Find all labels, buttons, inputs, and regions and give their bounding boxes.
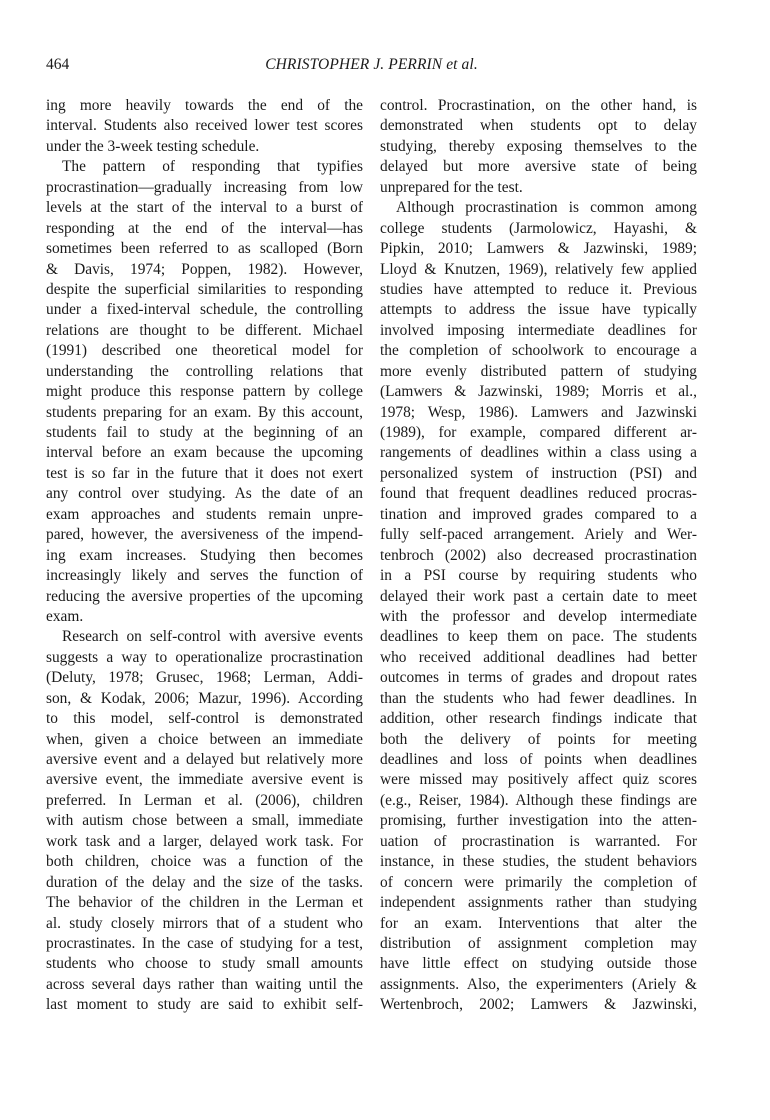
text-line: test is so far in the future that it does not exert bbox=[46, 464, 363, 482]
text-line: Research on self-control with aversive events bbox=[62, 628, 363, 646]
text-line: under a fixed-interval schedule, the controlling bbox=[46, 301, 363, 319]
text-line: (Deluty, 1978; Grusec, 1968; Lerman, Addi- bbox=[46, 669, 363, 687]
text-line: with the professor and develop intermediate bbox=[380, 607, 697, 625]
text-line: might produce this response pattern by college bbox=[46, 383, 363, 401]
text-line: The behavior of the children in the Lerman et bbox=[46, 894, 363, 912]
text-line: addition, other research findings indicate that bbox=[380, 710, 697, 728]
right-column bbox=[380, 96, 697, 1016]
text-line: son, & Kodak, 2006; Mazur, 1996). According bbox=[46, 689, 363, 707]
text-line: than the students who had fewer deadlines. In bbox=[380, 689, 697, 707]
running-title: CHRISTOPHER J. PERRIN et al. bbox=[265, 56, 478, 73]
text-line: students fail to study at the beginning of an bbox=[46, 424, 363, 441]
text-line: (1991) described one theoretical model for bbox=[46, 342, 363, 360]
text-line: (1989), for example, compared different ar- bbox=[380, 424, 697, 441]
text-line: studying, thereby exposing themselves to the bbox=[380, 137, 697, 155]
text-line: personalized system of instruction (PSI) and bbox=[380, 464, 697, 482]
text-line: found that frequent deadlines reduced procras- bbox=[380, 485, 697, 503]
text-line: deadlines to keep them on pace. The students bbox=[380, 628, 697, 646]
text-line: both the delivery of points for meeting bbox=[380, 730, 697, 748]
text-line: suggests a way to operationalize procrastination bbox=[46, 648, 363, 666]
text-line: pared, however, the aversiveness of the impend- bbox=[46, 526, 363, 544]
text-line: students preparing for an exam. By this account, bbox=[46, 403, 363, 421]
text-line: procrastination—gradually increasing from low bbox=[46, 178, 363, 196]
text-line: distribution of assignment completion may bbox=[380, 934, 697, 952]
text-line: uation of procrastination is warranted. For bbox=[380, 832, 697, 850]
text-line: last moment to study are said to exhibit self- bbox=[46, 996, 363, 1014]
text-line: 1978; Wesp, 1986). Lamwers and Jazwinski bbox=[380, 403, 697, 421]
text-line: al. study closely mirrors that of a student who bbox=[46, 914, 363, 932]
text-line: The pattern of responding that typifies bbox=[62, 158, 363, 176]
text-line: delayed their work past a certain date to meet bbox=[380, 587, 697, 605]
text-line: interval before an exam because the upcoming bbox=[46, 444, 363, 462]
text-line: & Davis, 1974; Poppen, 1982). However, bbox=[46, 260, 363, 278]
text-line: have little effect on studying outside those bbox=[380, 955, 697, 973]
text-line: attempts to address the issue have typically bbox=[380, 301, 697, 319]
text-line: Although procrastination is common among bbox=[396, 199, 697, 217]
text-line: of concern were primarily the completion of bbox=[380, 873, 697, 891]
text-line: with autism chose between a small, immediate bbox=[46, 812, 363, 830]
text-line: procrastinates. In the case of studying for a test, bbox=[46, 934, 363, 952]
text-line: responding at the end of the interval—has bbox=[46, 219, 363, 237]
text-line: both children, choice was a function of the bbox=[46, 853, 363, 871]
text-line: Wertenbroch, 2002; Lamwers & Jazwinski, bbox=[380, 996, 697, 1014]
text-line: control. Procrastination, on the other hand, is bbox=[380, 97, 697, 114]
text-line: independent assignments rather than studying bbox=[380, 894, 697, 912]
text-line: studies have attempted to reduce it. Previous bbox=[380, 280, 697, 298]
text-line: rangements of deadlines within a class using a bbox=[380, 444, 697, 462]
text-line: tenbroch (2002) also decreased procrastination bbox=[380, 546, 697, 564]
text-line: students who choose to study small amounts bbox=[46, 955, 363, 973]
text-line: fully self-paced arrangement. Ariely and Wer- bbox=[380, 526, 697, 544]
text-line: (e.g., Reiser, 1984). Although these findings are bbox=[380, 791, 697, 809]
text-line: unprepared for the test. bbox=[380, 178, 523, 196]
text-line: relations are thought to be different. Michael bbox=[46, 321, 363, 339]
left-column bbox=[46, 96, 363, 1016]
text-line: Lloyd & Knutzen, 1969), relatively few applied bbox=[380, 260, 697, 278]
text-line: more evenly distributed pattern of studying bbox=[380, 362, 697, 380]
text-line: involved imposing intermediate deadlines for bbox=[380, 321, 697, 339]
text-line: work task and a larger, delayed work task. For bbox=[46, 832, 363, 850]
text-line: instance, in these studies, the student behaviors bbox=[380, 853, 697, 871]
text-line: preferred. In Lerman et al. (2006), children bbox=[46, 791, 363, 809]
text-line: increasingly likely and serves the function of bbox=[46, 567, 363, 585]
text-line: for an exam. Interventions that alter the bbox=[380, 914, 697, 932]
text-line: sometimes been referred to as scalloped (Born bbox=[46, 240, 363, 258]
text-line: (Lamwers & Jazwinski, 1989; Morris et al., bbox=[380, 383, 697, 401]
text-line: levels at the start of the interval to a burst of bbox=[46, 199, 363, 217]
text-line: exam. bbox=[46, 607, 84, 625]
text-line: Pipkin, 2010; Lamwers & Jazwinski, 1989; bbox=[380, 240, 697, 258]
text-line: duration of the delay and the size of the tasks. bbox=[46, 873, 363, 891]
text-line: despite the superficial similarities to responding bbox=[46, 280, 363, 298]
text-line: demonstrated when students opt to delay bbox=[380, 117, 697, 135]
text-line: any control over studying. As the date of an bbox=[46, 485, 363, 503]
text-line: college students (Jarmolowicz, Hayashi, & bbox=[380, 219, 697, 237]
text-line: who received additional deadlines had better bbox=[380, 648, 697, 666]
text-line: were missed may positively affect quiz scores bbox=[380, 771, 697, 789]
text-line: when, given a choice between an immediate bbox=[46, 730, 363, 748]
text-line: under the 3-week testing schedule. bbox=[46, 137, 260, 155]
running-head bbox=[46, 56, 697, 80]
text-line: ing exam increases. Studying then becomes bbox=[46, 546, 363, 564]
text-line: tination and improved grades compared to a bbox=[380, 505, 697, 523]
text-line: exam approaches and students remain unpre- bbox=[46, 505, 363, 523]
text-line: to this model, self-control is demonstrated bbox=[46, 710, 363, 728]
text-line: aversive event and a delayed but relatively more bbox=[46, 751, 363, 768]
text-line: aversive event, the immediate aversive event is bbox=[46, 771, 363, 789]
page-number: 464 bbox=[46, 56, 70, 73]
text-line: delayed but more aversive state of being bbox=[380, 158, 697, 176]
text-line: across several days rather than waiting until the bbox=[46, 975, 363, 993]
text-line: outcomes in terms of grades and dropout rates bbox=[380, 669, 697, 687]
text-line: assignments. Also, the experimenters (Ariely & bbox=[380, 975, 697, 993]
text-line: understanding the controlling relations that bbox=[46, 362, 363, 380]
text-line: reducing the aversive properties of the upcoming bbox=[46, 587, 363, 605]
text-line: deadlines and loss of points when deadlines bbox=[380, 751, 697, 768]
text-line: in a PSI course by requiring students who bbox=[380, 567, 697, 585]
text-line: promising, further investigation into the atten- bbox=[380, 812, 697, 830]
text-line: ing more heavily towards the end of the bbox=[46, 97, 363, 114]
text-line: interval. Students also received lower test scores bbox=[46, 117, 363, 135]
text-line: the completion of schoolwork to encourage a bbox=[380, 342, 697, 360]
